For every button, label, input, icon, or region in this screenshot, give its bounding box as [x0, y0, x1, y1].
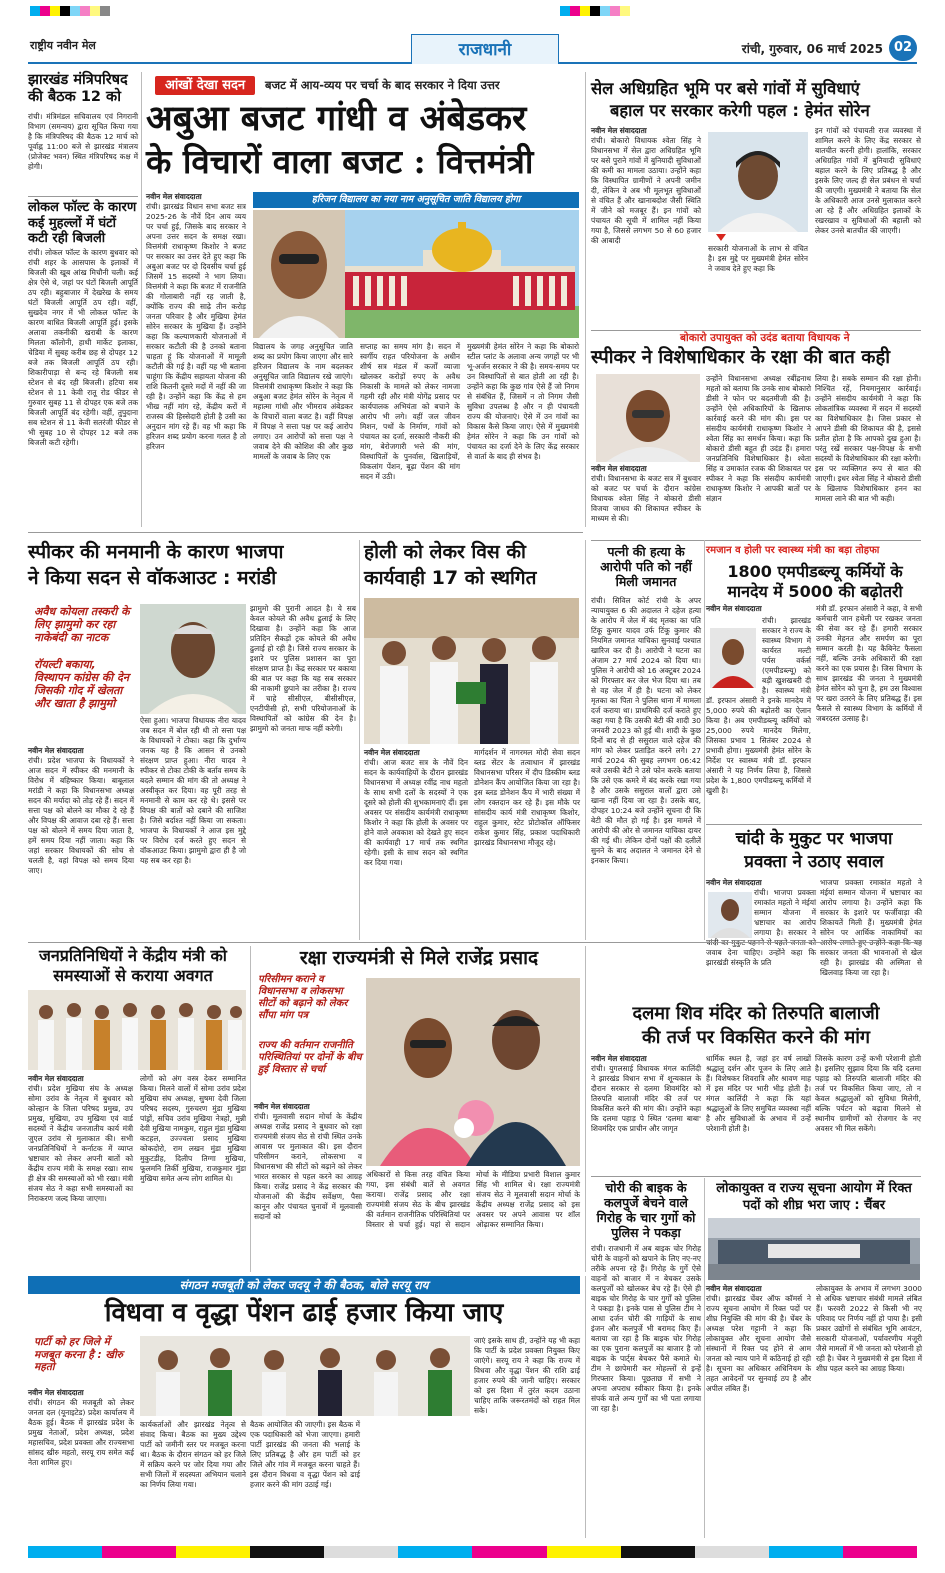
jdu-col3: बैठक आयोजित की जाएगी। इस बैठक में एक पदाधिकारी को भेजा जाएगा। हमारी पार्टी झारखंड की जनता की भलाई के लिए प्रतिबद्ध है और हम पार्टी को हर जिले और गांव में मजबूत करना चाहते हैं। इस दौरान विधवा व वृद्धा पेंशन को ढाई हजार करने की मांग उठाई गई।: [250, 1420, 360, 1489]
speaker-headline: स्पीकर ने विशेषाधिकार के रक्षा की बात कही: [591, 347, 891, 368]
budget-col1: [146, 192, 246, 451]
byline: नवीन मेल संवाददाता: [146, 192, 202, 201]
soren-headline-line1: सेल अधिग्रहित भूमि पर बसे गांवों में सुविधाएं: [591, 79, 860, 98]
body-text: रांची। भाजपा प्रवक्ता रमाकांत महतो ने मंईयां सम्मान योजना में भ्रष्टाचार का आरोप लगाया है। सरकार ने जवाब देना चाहिए। उन्होंने कहा कि झारखंडी संस्कृति के प्रति: [706, 888, 816, 967]
budget-col2: विद्यालय के जगह अनुसूचित जाति शब्द का प्रयोग किया जाएगा और सारे हरिजन विद्यालय के नाम बदलकर अनुसूचित जाति विद्यालय रखे जाएंगे। वित्तमंत्री राधाकृष्ण किशोर ने कहा कि अबुआ बजट हेमंत सोरेन के नेतृत्व में महात्मा गांधी और भीमराव अंबेडकर के विचारों वाला बजट है। वहीं विपक्ष में विपक्ष ने सत्ता पक्ष पर कई आरोप लगाए। उन आरोपों को सत्ता पक्ष ने जवाब देने की कोशिश की और कुछ मामलों के जवाब के लिए एक: [253, 342, 353, 461]
column-divider: [585, 540, 586, 940]
chamber-col1: [706, 1284, 811, 1536]
bike-headline: चोरी की बाइक के कलपुर्जे बेचने वाले गिरोह के चार गुर्गो को पुलिस ने पकड़ा: [596, 1180, 696, 1240]
masthead: [28, 34, 917, 64]
photo-spacer: [706, 616, 762, 690]
registration-strip-left: [30, 6, 110, 16]
divider: [28, 196, 138, 197]
holi-headline-line1: होली को लेकर विस की: [364, 541, 526, 563]
assembly-building-image: [253, 210, 579, 338]
walkout-col2: ऐसा हुआ। भाजपा विधायक नीरा यादव जब सदन में बोल रही थी तो सत्ता पक्ष के विधायकों ने टोका। कहा कि दुर्भाग्य जनक यह है कि आसन से उनको संरक्षण प्राप्त हुआ। नीरा यादव ने स्पीकर से टोका टोकी के बर्ताव समय के बदले सम्मान की मांग की तो अध्यक्ष ने अस्वीकृत कर दिया। वह पूरी तरह से मनमानी से काम कर रहे थे। इससे पर विपक्ष की बातों को दबाने की साजिश है। जिसे बर्दाश्त नहीं किया जा सकता। भाजपा के विधायकों ने आज इस मुद्दे पर विरोध दर्ज करते हुए सदन से वॉकआउट किया। झामुमो द्वारा ही है जो यह सब कर रहा है।: [140, 716, 246, 865]
budget-col4: मुख्यमंत्री हेमंत सोरेन ने कहा कि बोकारो स्टील प्लांट के अलावा अन्य जगहों पर भी भू-अर्जन सरकार ने की है। समय-समय पर उन विस्थापितों से बात होती आ रही है। उन्होंने कहा कि कुछ गांव ऐसे हैं जो निगम से संबंधित हैं, जिसमें न तो निगम जैसी सुविधा उपलब्ध है और न ही पंचायती राज्य की योजनाएं। ऐसे में उन गांवों का विकास कैसे किया जाए। ऐसे में मुख्यमंत्री हेमंत सोरेन ने कहा कि उन गांवों को पंचायत का दर्जा देने के लिए केंद्र सरकार से वार्ता के बाद ही संभव है।: [467, 342, 579, 461]
jdu-strap: संगठन मजबूती को लेकर जदयू ने की बैठक, बोले सरयू राय: [28, 1276, 580, 1294]
group-meeting-image: [28, 990, 246, 1070]
column-divider: [585, 1276, 586, 1538]
budget-kicker: आंखों देखा सदन: [155, 76, 255, 95]
jdu-headline: विधवा व वृद्धा पेंशन ढाई हजार किया जाए: [104, 1298, 504, 1328]
holi-headline-line2: कार्यवाही 17 को स्थगित: [364, 567, 537, 589]
budget-col1-cont: [146, 342, 246, 527]
byline: नवीन मेल संवाददाता: [28, 746, 84, 755]
portrait-image: [140, 604, 246, 714]
group-meeting-image: [140, 1336, 470, 1416]
photo-marker: [716, 234, 726, 241]
chamber-headline: लोकायुक्त व राज्य सूचना आयोग में रिक्त पदों को शीघ्र भरा जाए : चैंबर: [716, 1181, 912, 1213]
holi-col1: [364, 748, 468, 938]
mphw-col2: मंत्री डॉ. इरफान अंसारी ने कहा, वे सभी कर्मचारी जान हथेली पर रखकर जनता की सेवा कर रहे हैं। हमारी सरकार उनकी मेहनत और समर्पण का पूरा सम्मान करती है। यह कैबिनेट फैसला नहीं, बल्कि उनके अधिकारों की रक्षा करने का एक प्रयास है। जिस विभाग के साथ झारखंड की जनता ने मुख्यमंत्री हेमंत सोरेन को चुना है, हम उस विश्वास पर खरा उतरने के लिए प्रतिबद्ध हैं। इस फैसले से स्वास्थ्य विभाग के कर्मियों में जबरदस्त उत्साह है।: [816, 604, 922, 723]
jdu-col3-cont: [364, 1420, 470, 1536]
byline: नवीन मेल संवाददाता: [591, 1054, 647, 1063]
column-divider: [585, 72, 586, 527]
budget-photo: [253, 210, 579, 338]
byline: नवीन मेल संवाददाता: [254, 1102, 310, 1111]
rajendra-photo: [366, 978, 580, 1166]
walkout-headline-line2: ने किया सदन से वॉकआउट : मरांडी: [28, 567, 277, 589]
power-body: रांची। लोकल फॉल्ट के कारण बुधवार को रांची शहर के आसपास के इलाकों में बिजली की खूब आंख मिचौनी चली। कई क्षेत्र ऐसे थे, जहां पर घंटों बिजली आपूर्ति ठप रही। बहुबाजार में देखरेख के समय घंटों बिजली आपूर्ति ठप रही। वहीं, सुखदेव नगर में भी लोकल फॉल्ट के कारण बाधित बिजली आपूर्ति हुई। इसके अलावा तकनीकी खराबी के कारण मिलता कॉलोनी, हाथी मार्केट इलाका, चेडिया में सुबह करीब छह से दोपहर 12 बजे तक बिजली आपूर्ति ठप रही। शिकारीपाड़ा से बन्द रहे बिजली सब स्टेशन से बंद रही बिजली। हटिया सब स्टेशन से 11 केवी रातू रोड फीडर से गुरुवार सुबह 11 से दोपहर एक बजे तक बिजली आपूर्ति बंद रहेगी। वहीं, तुपुदाना सब स्टेशन से 11 केवी सतरंजी फीडर से भी सुबह 10 से दोपहर 12 बजे तक बिजली कटी रहेगी।: [28, 248, 138, 447]
murder-body: रांची। सिविल कोर्ट रांची के अपर न्यायायुक्त 6 की अदालत ने दहेज हत्या के आरोप में जेल में बंद मृतका का पति टिंकू कुमार यादव उर्फ टिंकू कुमार की नियमित जमानत याचिका सुनवाई पश्चात खारिज कर दी है। आरोपी ने घटना का अंजाम 27 मार्च 2024 को दिया था। पुलिस ने आरोपी को 16 अक्टूबर 2024 को गिरफ्तार कर जेल भेज दिया था। तब से वह जेल में ही है। घटना को लेकर मृतका का पिता ने पुलिस थाना में मामला दर्ज कराया था। प्राथमिकी दर्ज कराते हुए कहा गया है कि उसकी बेटी की शादी 30 जनवरी 2023 को हुई थी। शादी के कुछ दिनों बाद से ही ससुराल वाले दहेज की मांग को लेकर प्रताड़ित करने लगे। 27 मार्च 2024 की सुबह लगभग 06:42 बजे उसकी बेटी ने उसे फोन करके बताया कि उसे एक कमरे में बंद करके रखा गया है और उसके ससुराल वालों द्वारा उसे खाना नहीं दिया जा रहा है। उसके बाद, दोपहर 10:24 बजे उन्होंने सूचना दी कि बेटी की मौत हो गई है। इस मामले में आरोपी की ओर से जमानत याचिका दायर की गई थी। लेकिन दोनों पक्षों की दलीलें सुनने के बाद अदालत ने जमानत देने से इनकार किया।: [591, 596, 701, 865]
jdu-col4: जाएं इसके साथ ही, उन्होंने यह भी कहा कि पार्टी के प्रदेश प्रवक्ता नियुक्त किए जाएंगे। सरयू राय ने कहा कि राज्य में विधवा और वृद्धा पेंशन की राशि ढाई हजार रुपये की जानी चाहिए। सरकार को इस दिशा में तुरंत कदम उठाना चाहिए ताकि जरूरतमंदों को राहत मिल सके।: [474, 1336, 580, 1415]
portrait-image: [708, 132, 808, 232]
holi-col2: मार्गदर्शन में नागरमल मोदी सेवा सदन ब्लड सेंटर के तत्वाधान में झारखंड विधानसभा परिसर में दीप डिस्कीम ब्लड डोनेशन कैंप आयोजित किया जा रहा है। इस ब्लड डोनेशन कैंप में भारी संख्या में लोग रक्तदान कर रहे हैं। इस मौके पर सांसदीय कार्य मंत्री राधाकृष्ण किशोर, राहुल कुमार, स्टेट प्रोटोकॉल ऑफिसर राकेश कुमार सिंह, प्रकाश पदाधिकारी झारखंड विधानसभा मौजूद रहे।: [474, 748, 580, 847]
portrait-image: [708, 892, 752, 938]
body-text: रांची। झारखंड सरकार ने राज्य के स्वास्थ्य विभाग में कार्यरत मल्टी पर्पस वर्कर्स (एमपीडब्ल्यू) को बड़ी खुशखबरी दी है। स्वास्थ्य मंत्री डॉ. इरफान अंसारी ने इनके मानदेय में 5,000 रुपये की बढ़ोतरी का ऐलान किया है। अब एमपीडब्ल्यू कर्मियों को 25,000 रुपये मानदेय मिलेगा, जिसका प्रभाव 1 सितंबर 2024 से प्रभावी होगा। मुख्यमंत्री हेमंत सोरेन के निर्देश पर स्वास्थ्य मंत्री डॉ. इरफान अंसारी ने यह निर्णय लिया है, जिससे प्रदेश के 1,800 एमपीडब्ल्यू कर्मियों में खुशी है।: [706, 616, 811, 795]
section-title: राजधानी: [411, 34, 559, 64]
bike-body: रांची। राजधानी में अब बाइक चोर गिरोह चोरी के वाहनों को खपाने के लिए नए-नए तरीके अपना रहे हैं। गिरोह के गुर्गे ऐसे वाहनों को बाजार में न बेचकर उसके कलपुर्जों को खोलकर बेच रहे हैं। ऐसे ही बाइक चोर गिरोह के चार गुर्गों को पुलिस ने पकड़ा है। इनके पास से पुलिस टीम ने आधा दर्जन चोरी की गाड़ियों के साथ इंजन और कलपुर्जे भी बरामद किए हैं। बताया जा रहा है कि बाइक चोर गिरोह का एक पुराना कलपुर्जे का बाजार है जो बाइक के पार्ट्स बेचकर पैसे कमाते थे। टीम ने छापेमारी कर मोहल्लों से इन्हें गिरफ्तार किया। पूछताछ में सभी ने अपना अपराध स्वीकार किया है। इनके संपर्क वाले अन्य गुर्गों का भी पता लगाया जा रहा है।: [591, 1244, 701, 1413]
speaker-kicker: बोकारो उपायुक्त को उदंड बताया विधायक ने: [680, 332, 850, 344]
dateline: रांची, गुरुवार, 06 मार्च 2025: [741, 42, 883, 56]
budget-headline-line2: के विचारों वाला बजट : वित्तमंत्री: [146, 142, 534, 181]
body-text: रांची। झारखंड चेंबर ऑफ कॉमर्स ने राज्य सूचना आयोग में रिक्त पदों पर शीघ्र नियुक्ति की मांग की है। चेंबर के अध्यक्ष परेश गट्टानी ने कहा कि लोकायुक्त और सूचना आयोग जैसे संस्थानों में रिक्त पद होने से आम जनता को न्याय पाने में कठिनाई हो रही है। सूचना का अधिकार अधिनियम के तहत आवेदनों पर सुनवाई ठप है और अपील लंबित हैं।: [706, 1294, 811, 1393]
body-text: रांची। युगलसाई विधायक मंगल कालिंदी ने झारखंड विधान सभा में शून्यकाल के दौरान सरकार से दलमा शिवमंदिर को तिरुपति बालाजी मंदिर की तर्ज पर विकसित करने की मांग की। उन्होंने कहा कि दलमा पहाड़ पे स्थित 'दलमा बाबा' शिवमंदिर एक प्राचीन और जागृत: [591, 1064, 701, 1133]
dalma-col2: धार्मिक स्थल है, जहां हर वर्ष लाखों श्रद्धालु दर्शन और पूजन के लिए आते हैं। विशेषकर शिवरात्रि और श्रावण माह में इस मंदिर पर भारी भीड़ होती है। मंगल कालिंदी ने कहा कि यहां श्रद्धालुओं के लिए समुचित व्यवस्था नहीं है और सुविधाओं के अभाव में उन्हें परेशानी होती है।: [706, 1054, 811, 1133]
budget-headline-line1: अबुआ बजट गांधी व अंबेडकर: [146, 98, 527, 139]
body-text: रांची। प्रदेश भाजपा के विधायकों ने आज सदन में स्पीकर की मनमानी के विरोध में बहिष्कार किया। बाबूलाल मरांडी ने कहा कि विधानसभा अध्यक्ष सदन की मर्यादा को तोड़ रहे हैं। सदन में सत्ता पक्ष को बोलने का मौका दे रहे हैं और विपक्ष की आवाज दबा रहे हैं। सत्ता पक्ष को बोलने में समय दिया जाता है, हमें समय दिया नहीं जाता। कहा कि जहां सरकार विधायकों की सोच से चलती है, वहां विपक्ष को समय दिया जाए।: [28, 756, 134, 875]
soren-headline-line2: बहाल पर सरकार करेगी पहल : हेमंत सोरेन: [610, 101, 870, 120]
divider: [591, 1176, 921, 1177]
walkout-headline-line1: स्पीकर की मनमानी के कारण भाजपा: [28, 541, 284, 563]
walkout-col3: झामुमो की पुरानी आदत है। ये सब केवल कोयले की अवैध ढुलाई के लिए दिखावा है। उन्होंने कहा कि आज प्रतिदिन सैकड़ों ट्रक कोयले की अवैध ढुलाई हो रही है। जिसे राज्य सरकार के इशारे पर पुलिस प्रशासन का पूरा संरक्षण प्राप्त है। केंद्र सरकार पर बकाया की बात पर कहा कि यह सब सरकार की नाकामी छुपाने का तरीका है। राज्य में चाहे सीसीएल, बीसीसीएल, एनटीपीसी हो, सभी परियोजनाओं के विस्थापितों को कांग्रेस की देन है। झामुमो को जनता माफ नहीं करेगी।: [250, 604, 356, 733]
byline: नवीन मेल संवाददाता: [706, 604, 762, 613]
group-event-image: [364, 598, 579, 744]
power-headline: लोकल फॉल्ट के कारण कई मुहल्लों में घंटों कटी रही बिजली: [28, 200, 137, 246]
budget-photo-caption: हरिजन विद्यालय का नया नाम अनुसूचित जाति विद्यालय होगा: [253, 192, 579, 208]
byline: नवीन मेल संवाददाता: [364, 748, 420, 757]
soren-col2: सरकारी योजनाओं के लाभ से वंचित है। इस मुद्दे पर मुख्यमंत्री हेमंत सोरेन ने जवाब देते हुए कहा कि: [708, 244, 808, 273]
column-divider: [585, 946, 586, 1272]
body-text: रांची। विधानसभा के बजट सत्र में बुधवार को बजट पर चर्चा के दौरान कांग्रेस विधायक श्वेता सिंह ने बोकारो डीसी विजया जाधव की शिकायत स्पीकर के माध्यम से की।: [591, 474, 701, 523]
soren-col3: इन गांवों को पंचायती राज व्यवस्था में शामिल करने के लिए केंद्र सरकार से बातचीत करनी होगी। हालांकि, सरकार अधिग्रहित गांवों में बुनियादी सुविधाएं बहाल करने के लिए प्रतिबद्ध है और इसके लिए जल्द ही सेल प्रबंधन से चर्चा की जाएगी। मुख्यमंत्री ने बताया कि सेल के अधिकारी आज उनसे मुलाकात करने आ रहे हैं और अधिग्रहित इलाकों के रखरखाव व सुविधाओं की बहाली को लेकर उनसे बातचीत की जाएगी।: [815, 126, 921, 235]
ramakant-photo: [708, 892, 752, 938]
body-text: रांची। बोकारो विधायक श्वेता सिंह ने विधानसभा में सेल द्वारा अधिग्रहित भूमि पर बसे पुराने गांवों में बुनियादी सुविधाओं की कमी का मामला उठाया। उन्होंने कहा कि विस्थापित ग्रामीणों ने अपनी जमीन दी, लेकिन वे अब भी मूलभूत सुविधाओं से वंचित हैं और खानाबदोश जैसी स्थिति में जीने को मजबूर हैं। इन गांवों को पंचायत की सूची में शामिल नहीं किया गया है, जिससे लगभग 50 से 60 हजार की आबादी: [591, 136, 701, 245]
jdu-photo: [140, 1336, 470, 1416]
column-divider: [359, 540, 360, 940]
cabinet-body: रांची। मंत्रिमंडल सचिवालय एवं निगरानी विभाग (समन्वय) द्वारा सूचित किया गया है कि मंत्रिपरिषद की बैठक 12 मार्च को पूर्वाह्न 11:00 बजे से झारखंड मंत्रालय (प्रोजेक्ट भवन) स्थित मंत्रिपरिषद कक्ष में होगी।: [28, 112, 138, 171]
body-text: रांची। मूलवासी सदान मोर्चा के केंद्रीय अध्यक्ष राजेंद्र प्रसाद ने बुधवार को रक्षा राज्यमंत्री संजय सेठ से रांची स्थित उनके आवास पर मुलाकात की। इस दौरान परिसीमन कराने, लोकसभा व विधानसभा की सीटों को बढ़ाने को लेकर भारत सरकार से पहल करने का आग्रह किया। राजेंद्र प्रसाद ने केंद्र सरकार की योजनाओं की केंद्रीय सर्वेक्षण, पैसा कानून और पंचायत चुनावों में मूलवासी सदानों को: [254, 1112, 362, 1221]
representatives-headline: जनप्रतिनिधियों ने केंद्रीय मंत्री को समस्याओं से कराया अवगत: [39, 946, 227, 985]
body-text: रांची। झारखंड विधान सभा बजट सत्र 2025-26 के नौवें दिन आय व्यय पर चर्चा हुई, जिसके बाद सरकार ने अपना उत्तर सदन के समक्ष रखा। वित्तमंत्री राधाकृष्ण किशोर ने बजट पर सरकार का उत्तर देते हुए कहा कि अबुआ बजट पर दो दिवसीय चर्चा हुई जिसमें 15 सदस्यों ने भाग लिया। वित्तमंत्री ने कहा कि बजट में राजनीति की गोलाबारी नहीं रह जाती है, क्योंकि राज्य की साढ़े तीन करोड़ जनता परिवार है और मुखिया हेमंत सोरेन सरकार के मुखिया हैं। उन्होंने कहा कि कल्याणकारी योजनाओं में सरकार कटौती की है उनको बताना चाहता हूं कि योजनाओं में मामूली कटौती की गई है। वहीं यह भी बताना चाहूंगा कि केंद्रीय सहायता योजना की राशि कितनी दूसरे मदों में नहीं की जा रही है। उन्होंने कहा कि केंद्र से हम भीख नहीं मांग रहे, केंद्रीय करों में राजस्व की हिस्सेदारी होती है उसी का अनुदान मांग रहे हैं। वह भी कहा कि हरिजन शब्द प्रयोग करना गलत है तो हरिजन: [146, 202, 246, 451]
rajendra-col1: [254, 1102, 362, 1272]
representatives-col1: [28, 1074, 133, 1272]
byline: नवीन मेल संवाददाता: [591, 464, 647, 473]
divider: [28, 942, 922, 943]
walkout-col1: [28, 746, 134, 938]
page-number: 02: [889, 35, 917, 61]
byline: नवीन मेल संवाददाता: [28, 1388, 84, 1397]
cabinet-headline: झारखंड मंत्रिपरिषद की बैठक 12 को: [28, 72, 128, 105]
building-image: [708, 1218, 920, 1280]
speaker-col2: उन्होंने विधानसभा अध्यक्ष रबींद्रनाथ महतो को बताया कि उनके साथ बोकारो डीसी ने फोन पर बदतमीजी की है। उन्होंने ऐसे अधिकारियों के खिलाफ कार्रवाई करने की मांग की। इस पर संसदीय कार्यमंत्री राधाकृष्ण किशोर ने श्वेता सिंह का समर्थन किया। कहा कि बोकारो डीसी बहुत ही उदंड हैं। हमारा जनप्रतिनिधि विशेषाधिकार है। श्वेता सिंह व उमाकांत रजक की शिकायत पर स्पीकर ने कहा कि संसदीय कार्यमंत्री राधाकृष्ण किशोर ने आपकी बातों पर संज्ञान: [706, 374, 811, 503]
byline: नवीन मेल संवाददाता: [706, 1284, 762, 1293]
walkout-pull-quote-2: रॉयल्टी बकाया, विस्थापन कांग्रेस की देन जिसकी गोद में खेलता और खाता है झामुमो: [34, 658, 129, 710]
budget-col3: सप्ताह का समय मांग है। सदन में स्वर्गीय राहत परियोजना के अधीन शीर्ष सत्र मंडल में कर्जों व्याजा खोलकर करोड़ों रुपए के अवैध निकासी के मामले को लेकर नामजा गहमी रही और मंत्री योगेंद्र प्रसाद पर कार्यपालक अभियंता को बचाने के आरोप भी लगे। वहीं जल जीवन मिशन, पथों के निर्माण, गांवों को पंचायत का दर्जा, सरकारी नौकरी की मांग, बेरोजगारी भत्ते की मांग, विस्थापितों के पुनर्वास, खिलाड़ियों, विकलांग पेंशन, बूढ़ा पेंशन की मांग सदन में उठी।: [360, 342, 460, 481]
divider: [28, 532, 583, 533]
representatives-photo: [28, 990, 246, 1070]
representatives-col2: लोगों को अंग वस्त्र देकर सम्मानित किया। मिलने वालों में सोमा उरांव प्रदेश मुखिया संघ अध्यक्ष, सुषमा देवी जिला परिषद सदस्य, गुरुचरण मुंडा मुखिया पांड्रों, सचिव उरांव मुखिया नेत्रहो, मुन्नी देवी मुखिया नामकुम, राहुल मुंडा मुखिया कटहल, उज्ज्वला प्रसाद मुखिया कोकदोरो, राम लखन मुंडा मुखिया मुकुटडीह, दिलीप तिग्गा मुखिया, फूलमनि तिर्की मुखिया, राजकुमार मुंडा मुखिया समेत अन्य लोग शामिल थे।: [140, 1074, 246, 1183]
rajendra-pull-quote-1: परिसीमन कराने व विधानसभा व लोकसभा सीटों को बढ़ाने को लेकर सौंपा मांग पत्र: [258, 974, 348, 1021]
jdu-col2: कार्यकर्ताओं और झारखंड नेतृत्व से संवाद किया। बैठक का मुख्य उद्देश्य पार्टी को जमीनी स्तर पर मजबूत करना था। बैठक के दौरान संगठन को हर जिले में सक्रिय करने पर जोर दिया गया और सभी जिलों में सदस्यता अभियान चलाने का निर्णय लिया गया।: [140, 1420, 246, 1489]
dalma-headline-line1: दलमा शिव मंदिर को तिरुपति बालाजी: [632, 1003, 880, 1024]
column-divider: [250, 946, 251, 1272]
portrait-image: [596, 374, 700, 462]
rajendra-pull-quote-2: राज्य की वर्तमान राजनीति परिस्थितियां पर दोनों के बीच हुई विस्तार से चर्चा: [258, 1040, 362, 1075]
mphw-headline: 1800 एमपीडब्ल्यू कर्मियों के मानदेय में 5000 की बढ़ोतरी: [727, 562, 903, 601]
jdu-col1: [28, 1388, 134, 1536]
column-divider: [704, 1178, 705, 1538]
budget-strap: बजट में आय-व्यय पर चर्चा के बाद सरकार ने दिया उत्तर: [265, 78, 500, 92]
dalma-headline-line2: की तर्ज पर विकसित करने की मांग: [641, 1027, 871, 1048]
dalma-col3: जिसके कारण उन्हें कभी परेशानी होती है। इसलिए सुझाव दिया कि यदि दलमा पहाड़ को तिरुपति बालाजी मंदिर की तर्ज पर विकसित किया जाए, तो न केवल श्रद्धालुओं को सुविधा मिलेगी, बल्कि पर्यटन को बढ़ावा मिलने से स्थानीय ग्रामीणों को रोजगार के नए अवसर भी मिल सकेंगे।: [815, 1054, 921, 1133]
byline: नवीन मेल संवाददाता: [591, 126, 647, 135]
footer-color-bar: [28, 1546, 917, 1558]
body-text: रांची। संगठन की मजबूती को लेकर जनता दल (यूनाइटेड) प्रदेश कार्यालय में बैठक हुई। बैठक में झारखंड प्रदेश के प्रमुख नेताओं, प्रदेश अध्यक्ष, प्रदेश महासचिव, प्रदेश प्रवक्ता और राज्यसभा सांसद खीरु महतो, सरयू राय समेत कई नेता शामिल हुए।: [28, 1398, 134, 1467]
chamber-photo: [708, 1218, 920, 1280]
divider: [591, 540, 921, 541]
divider: [706, 824, 922, 825]
meeting-image: [366, 978, 580, 1166]
murder-headline: पत्नी की हत्या के आरोपी पति को नहीं मिली जमानत: [600, 544, 692, 589]
body-text: रांची। प्रदेश मुखिया संघ के अध्यक्ष सोमा उरांव के नेतृत्व में बुधवार को कोल्हान के जिला परिषद प्रमुख, उप प्रमुख, मुखिया, उप मुखिया एवं वार्ड सदस्यों ने केंद्रीय जनजातीय कार्य मंत्री जुएल उरांव से मुलाकात की। सभी जनप्रतिनिधियों ने कर्नाटक में व्याप्त भ्रष्टाचार को लेकर अपनी बातों को केंद्रीय राज्य मंत्री के समक्ष रखा। साथ ही क्षेत्र की समस्याओं को भी रखा। मंत्री संजय सेठ ने कहा सभी समस्याओं का निराकरण जल्द किया जाएगा।: [28, 1084, 133, 1203]
holi-photo: [364, 598, 579, 744]
paper-name: राष्ट्रीय नवीन मेल: [30, 39, 96, 52]
byline: नवीन मेल संवाददाता: [28, 1074, 84, 1083]
crown-col2: भाजपा प्रवक्ता रमाकांत महतो ने मंईयां सम्मान योजना में भ्रष्टाचार का आरोप लगाया है। उन्होंने कहा कि सरकार के इशारे पर फर्जीवाड़ा की शिकायतें मिली हैं। मुख्यमंत्री हेमंत सोरेन पर आर्थिक नाकामियों का सरकार जनता की भावनाओं से खेल रही है। झारखंड की अस्मिता से खिलवाड़ किया जा रहा है।: [820, 878, 922, 977]
mphw-byline: [706, 604, 811, 614]
byline: नवीन मेल संवाददाता: [706, 878, 762, 887]
chamber-col2: लोकायुक्त के अभाव में लगभग 3000 से अधिक भ्रष्टाचार संबंधी मामले लंबित हैं। फरवरी 2022 से किसी भी नए परिवाद पर निर्णय नहीं हो पाया है। इसी प्रकार उद्योगों से संबंधित भूमि आवंटन, सरकारी योजनाओं, पर्यावरणीय मंजूरी जैसे मामलों में भी जनता को परेशानी हो रही है। चेंबर ने मुख्यमंत्री से इस दिशा में शीघ्र पहल करने का आग्रह किया।: [816, 1284, 922, 1373]
mphw-col1: [706, 616, 811, 822]
rajendra-headline: रक्षा राज्यमंत्री से मिले राजेंद्र प्रसाद: [299, 947, 539, 969]
rajendra-col2: अधिकारों से किस तरह वंचित किया गया, इस संबंधी बातें से अवगत कराया। राजेंद्र प्रसाद और रक्षा राज्यमंत्री संजय सेठ के बीच झारखंड की वर्तमान राजनीतिक परिस्थितियां पर विस्तार से चर्चा हुई। यहां से सदान मोर्चा के मीडिया प्रभारी विशाल कुमार सिंह भी शामिल थे। रक्षा राज्यमंत्री संजय सेठ ने मूलवासी सदान मोर्चा के केंद्रीय अध्यक्ष राजेंद्र प्रसाद को इस अवसर पर अपने आवास पर शॉल ओढ़ाकर सम्मानित किया।: [366, 1170, 580, 1229]
speaker-col1: [591, 464, 701, 538]
column-divider: [704, 540, 705, 940]
soren-col1: [591, 126, 701, 326]
dalma-col1: [591, 1054, 701, 1174]
column-divider: [141, 72, 142, 527]
crown-headline-line2: प्रवक्ता ने उठाए सवाल: [744, 852, 884, 872]
marandi-photo: [140, 604, 246, 714]
mphw-kicker: रमजान व होली पर स्वास्थ्य मंत्री का बड़ा तोहफा: [706, 545, 880, 556]
jdu-pull-quote: पार्टी को हर जिले में मजबूत करना है : खीरु महतो: [34, 1336, 123, 1373]
speaker-col3: लिया है। सबके सम्मान की रक्षा होनी। निश्चित रहें, नियमानुसार कार्रवाई। उन्होंने संसदीय कार्यमंत्री ने कहा कि लोकतांत्रिक व्यवस्था में सदन में सदस्यों का विशेषाधिकार है। जिस प्रकार से आपने डीसी की शिकायत की है, इससे प्रतीत होता है कि आपको दुख हुआ है। परंतु रखें सरकार पक्ष-विपक्ष के सभी सदस्यों के विशेषाधिकार की रक्षा करेगी। इस पर व्यक्तिगत रूप से बात की जाएगी। इधर श्वेता सिंह ने बोकारो डीसी के खिलाफ विशेषाधिकार हनन का मामला लाने की बात भी कही।: [815, 374, 921, 503]
body-text: रांची। आज बजट सत्र के नौवें दिन सदन के कार्यवाहियों के दौरान झारखंड विधानसभा में अध्यक्ष रवींद्र नाथ महतो के साथ सभी दलों के सदस्यों ने एक दूसरे को होली की शुभकामनाएं दीं। इस अवसर पर संसदीय कार्यमंत्री राधाकृष्ण किशोर ने कहा कि होली के अवसर पर होने वाले अवकाश को देखते हुए सदन की कार्यवाही 17 मार्च तक स्थगित रहेगी। इसी के साथ सदन को स्थगित कर दिया गया।: [364, 758, 468, 867]
speaker-photo: [596, 374, 700, 462]
walkout-pull-quote-1: अवैध कोयला तस्करी के लिए झामुमो कर रहा नाकेबंदी का नाटक: [34, 605, 130, 644]
soren-photo: [708, 132, 808, 232]
crown-headline-line1: चांदी के मुकुट पर भाजपा: [735, 829, 893, 849]
registration-strip-right: [560, 6, 630, 16]
